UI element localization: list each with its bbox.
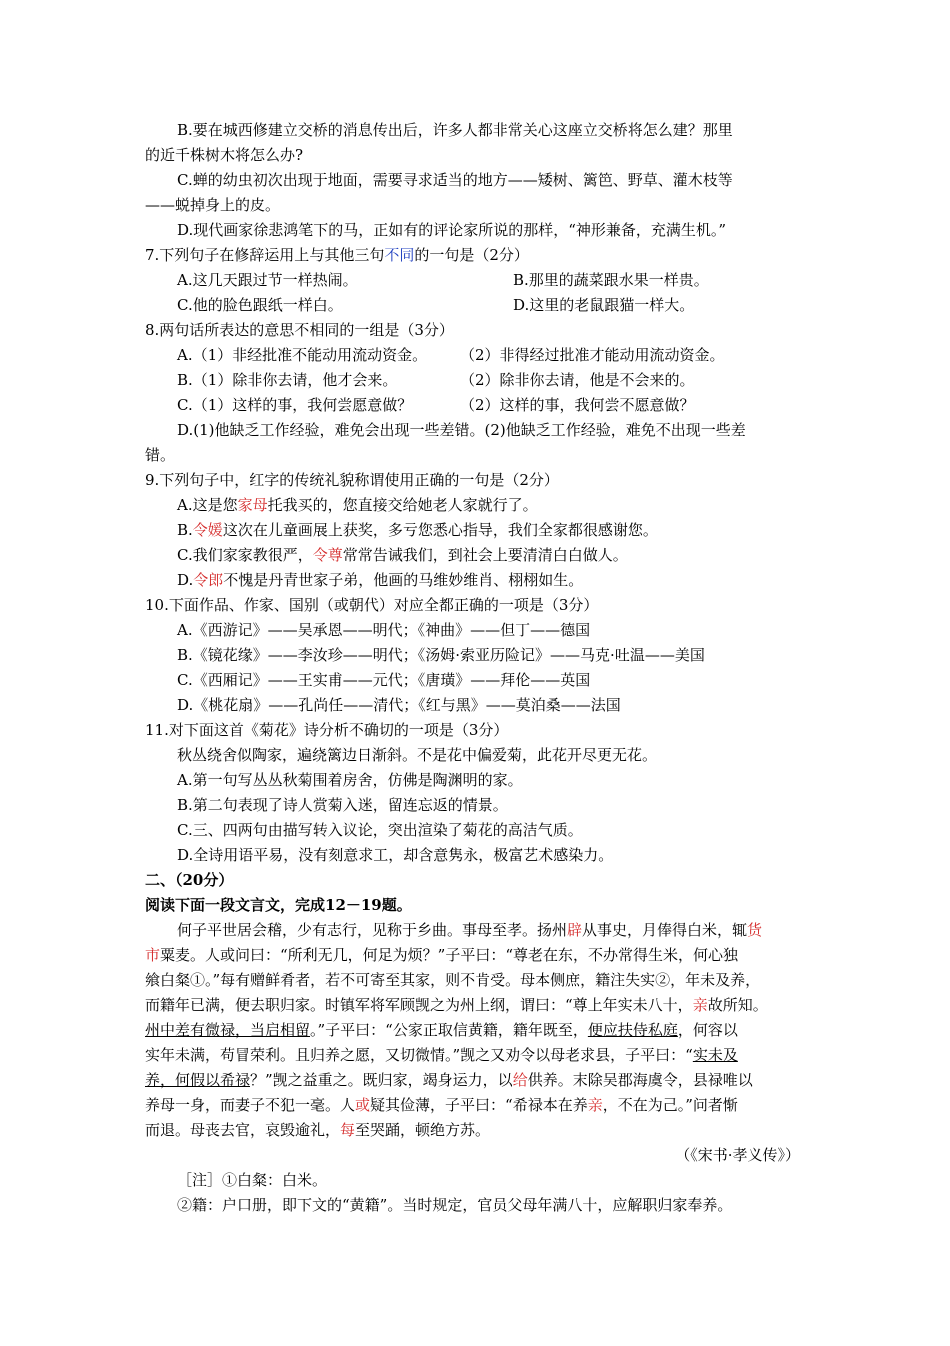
passage-l5-a: 。”子平曰：“公家正取信黄籍，籍年既至， [310,1021,588,1039]
q9-c-highlight: 令尊 [312,546,343,564]
q9-c-pre: C.我们家家教很严， [177,546,313,564]
q7-stem-text-b: 的一句是（2分） [414,246,529,264]
q8-option-c-1: C.（1）这样的事，我何尝愿意做？ [177,396,413,414]
passage-line-9 [145,1119,490,1141]
passage-l2-highlight: 市 [145,946,161,964]
note-1: ［注］①白粲：白米。 [177,1171,328,1189]
passage-l1-highlight-2: 货 [747,921,763,939]
q7-stem [145,244,529,266]
q6-option-c-line1: C.蝉的幼虫初次出现于地面，需要寻求适当的地方——矮树、篱笆、野草、灌木枝等 [177,171,733,189]
q6-option-c-line2: ——蜕掉身上的皮。 [145,196,281,214]
passage-l2-b: 粟麦。人或问曰：“所利无几，何足为烦？”子平曰：“尊老在东，不办常得生米，何心独 [160,946,739,964]
passage-l1-b: 从事史，月俸得白米，辄 [582,921,748,939]
q10-option-a: A.《西游记》——吴承恩——明代；《神曲》——但丁——德国 [177,621,591,639]
passage-line-8 [145,1094,738,1116]
q8-option-c-2: （2）这样的事，我何尝不愿意做？ [460,396,695,414]
q6-option-b-line1: B.要在城西修建立交桥的消息传出后，许多人都非常关心这座立交桥将怎么建？那里 [177,121,733,139]
q8-option-a-2: （2）非得经过批准才能动用流动资金。 [460,346,725,364]
passage-line-6 [145,1044,738,1066]
q8-option-d-line1: D.(1)他缺乏工作经验，难免会出现一些差错。(2)他缺乏工作经验，难免不出现一些差 [177,421,746,439]
q7-option-b: B.那里的蔬菜跟水果一样贵。 [513,271,709,289]
q10-stem: 10.下面作品、作家、国别（或朝代）对应全都正确的一项是（3分） [145,596,599,614]
q8-stem: 8.两句话所表达的意思不相同的一组是（3分） [145,321,454,339]
q11-option-b: B.第二句表现了诗人赏菊入迷，留连忘返的情景。 [177,796,508,814]
note-2: ②籍：户口册，即下文的“黄籍”。当时规定，官员父母年满八十，应解职归家奉养。 [177,1196,733,1214]
q7-stem-text-a: 7.下列句子在修辞运用上与其他三句 [145,246,385,264]
q9-b-post: 这次在儿童画展上获奖，多亏您悉心指导，我们全家都很感谢您。 [222,521,658,539]
passage-l4-highlight: 亲 [692,996,708,1014]
passage-l8-highlight-2: 亲 [587,1096,603,1114]
passage-l7-highlight: 给 [512,1071,528,1089]
q11-poem: 秋丛绕舍似陶家，遍绕篱边日渐斜。不是花中偏爱菊，此花开尽更无花。 [177,746,658,764]
passage-l8-c: ，不在为己。”问者惭 [602,1096,738,1114]
passage-l7-a: ？”觊之益重之。既归家，竭身运力，以 [250,1071,513,1089]
q9-a-pre: A.这是您 [177,496,238,514]
q7-stem-highlight: 不同 [384,246,415,264]
passage-l6-underline: 实未及 [692,1046,738,1064]
q9-d-highlight: 令郎 [193,571,224,589]
section-2-heading: 二、（20分） [145,871,234,889]
q8-option-d-line2: 错。 [145,446,176,464]
passage-l8-a: 养母一身，而妻子不犯一毫。人 [145,1096,356,1114]
q11-option-a: A.第一句写丛丛秋菊围着房舍，仿佛是陶渊明的家。 [177,771,523,789]
passage-source: （《宋书·孝义传》） [675,1146,800,1164]
q9-stem: 9.下列句子中，红字的传统礼貌称谓使用正确的一句是（2分） [145,471,559,489]
passage-l9-b: 至哭踊，顿绝方苏。 [355,1121,491,1139]
passage-l1-highlight-1: 辟 [567,921,583,939]
q11-option-c: C.三、四两句由描写转入议论，突出渲染了菊花的高洁气质。 [177,821,583,839]
passage-l5-underline-1: 州中差有微禄，当启相留 [145,1021,311,1039]
q9-option-d [177,569,583,591]
passage-l7-b: 供养。末除吴郡海虞令，县禄唯以 [527,1071,753,1089]
passage-l5-underline-2: 便应扶侍私庭 [587,1021,678,1039]
q8-option-a-1: A.（1）非经批准不能动用流动资金。 [177,346,428,364]
q9-a-post: 托我买的，您直接交给她老人家就行了。 [267,496,538,514]
section-2-instruction: 阅读下面一段文言文，完成12－19题。 [145,896,412,914]
q9-c-post: 常常告诫我们，到社会上要清清白白做人。 [342,546,628,564]
passage-l8-b: 疑其俭薄，子平曰：“希禄本在养 [370,1096,588,1114]
q9-option-b [177,519,658,541]
q9-a-highlight: 家母 [237,496,268,514]
passage-line-3: 飨白粲①。”每有赠鲜肴者，若不可寄至其家，则不肯受。母本侧庶，籍注失实②，年未及养， [145,971,761,989]
passage-l6-a: 实年未满，苟冒荣利。且归养之愿，又切微情。”觊之又劝令以母老求县，子平曰：“ [145,1046,693,1064]
passage-line-7 [145,1069,753,1091]
q10-option-b: B.《镜花缘》——李汝珍——明代；《汤姆·索亚历险记》——马克·吐温——美国 [177,646,705,664]
q9-b-pre: B. [177,521,193,539]
passage-l4-b: 故所知。 [707,996,768,1014]
passage-l9-a: 而退。母丧去官，哀毁逾礼， [145,1121,341,1139]
q8-option-b-2: （2）除非你去请，他是不会来的。 [460,371,695,389]
passage-line-4 [145,994,768,1016]
passage-l9-highlight: 每 [340,1121,356,1139]
q11-option-d: D.全诗用语平易，没有刻意求工，却含意隽永，极富艺术感染力。 [177,846,614,864]
q7-option-a: A.这几天跟过节一样热闹。 [177,271,358,289]
q6-option-d: D.现代画家徐悲鸿笔下的马，正如有的评论家所说的那样，“神形兼备，充满生机。” [177,221,727,239]
passage-l4-a: 而籍年已满，便去职归家。时镇军将军顾觊之为州上纲，谓曰：“尊上年实未八十， [145,996,693,1014]
q6-option-b-line2: 的近千株树木将怎么办? [145,146,304,164]
passage-l5-b: ，何容以 [677,1021,738,1039]
q9-b-highlight: 令媛 [192,521,223,539]
q9-d-post: 不愧是丹青世家子弟，他画的马维妙维肖、栩栩如生。 [223,571,584,589]
q9-d-pre: D. [177,571,194,589]
passage-l7-underline: 养，何假以希禄 [145,1071,251,1089]
passage-l8-highlight-1: 或 [355,1096,371,1114]
passage-line-1 [177,919,762,941]
q7-option-d: D.这里的老鼠跟猫一样大。 [513,296,695,314]
q9-option-c [177,544,628,566]
q8-option-b-1: B.（1）除非你去请，他才会来。 [177,371,398,389]
q11-stem: 11.对下面这首《菊花》诗分析不确切的一项是（3分） [145,721,509,739]
q9-option-a [177,494,538,516]
q10-option-c: C.《西厢记》——王实甫——元代；《唐璜》——拜伦——英国 [177,671,591,689]
q7-option-c: C.他的脸色跟纸一样白。 [177,296,343,314]
q10-option-d: D.《桃花扇》——孔尚任——清代；《红与黑》——莫泊桑——法国 [177,696,621,714]
passage-line-2 [145,944,738,966]
passage-l1-a: 何子平世居会稽，少有志行，见称于乡曲。事母至孝。扬州 [177,921,568,939]
passage-line-5 [145,1019,738,1041]
